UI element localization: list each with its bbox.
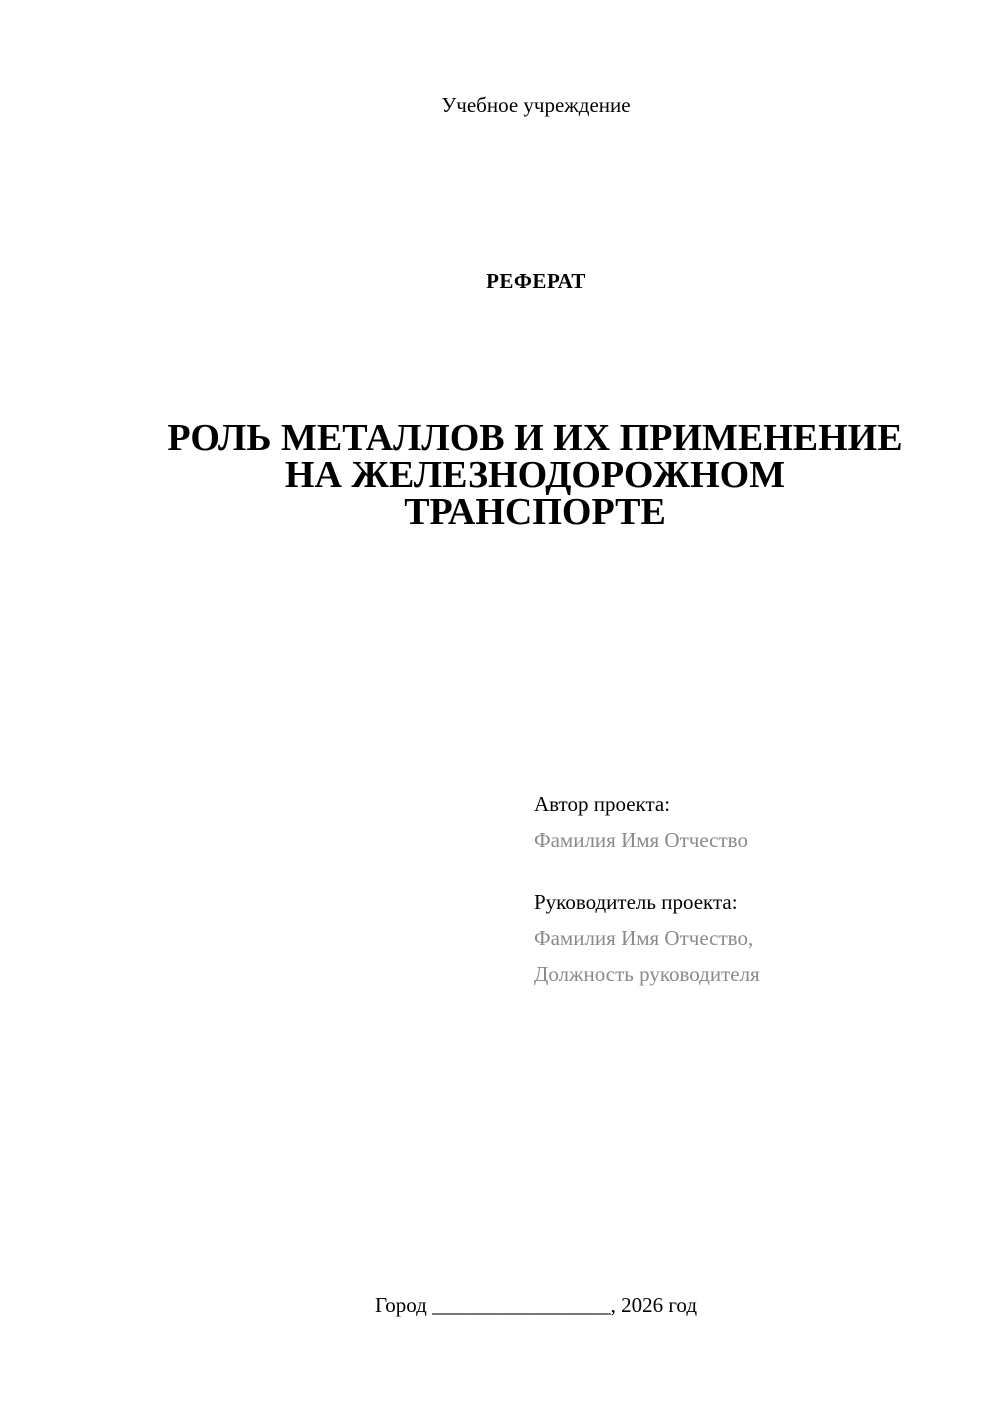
title-line-3: ТРАНСПОРТЕ xyxy=(404,491,666,533)
supervisor-name: Фамилия Имя Отчество, xyxy=(534,926,754,950)
document-title xyxy=(135,417,935,533)
project-info-block xyxy=(534,786,974,992)
author-name: Фамилия Имя Отчество xyxy=(534,828,748,852)
author-label: Автор проекта: xyxy=(534,792,671,816)
title-line-2: НА ЖЕЛЕЗНОДОРОЖНОМ xyxy=(284,454,786,496)
document-type: РЕФЕРАТ xyxy=(486,269,586,293)
info-spacer xyxy=(534,858,974,884)
supervisor-position: Должность руководителя xyxy=(534,962,760,986)
city-year-line: Город _________________, 2026 год xyxy=(374,1293,698,1317)
title-line-1: РОЛЬ МЕТАЛЛОВ И ИХ ПРИМЕНЕНИЕ xyxy=(167,417,903,459)
supervisor-label: Руководитель проекта: xyxy=(534,890,738,914)
institution-name: Учебное учреждение xyxy=(441,93,631,117)
